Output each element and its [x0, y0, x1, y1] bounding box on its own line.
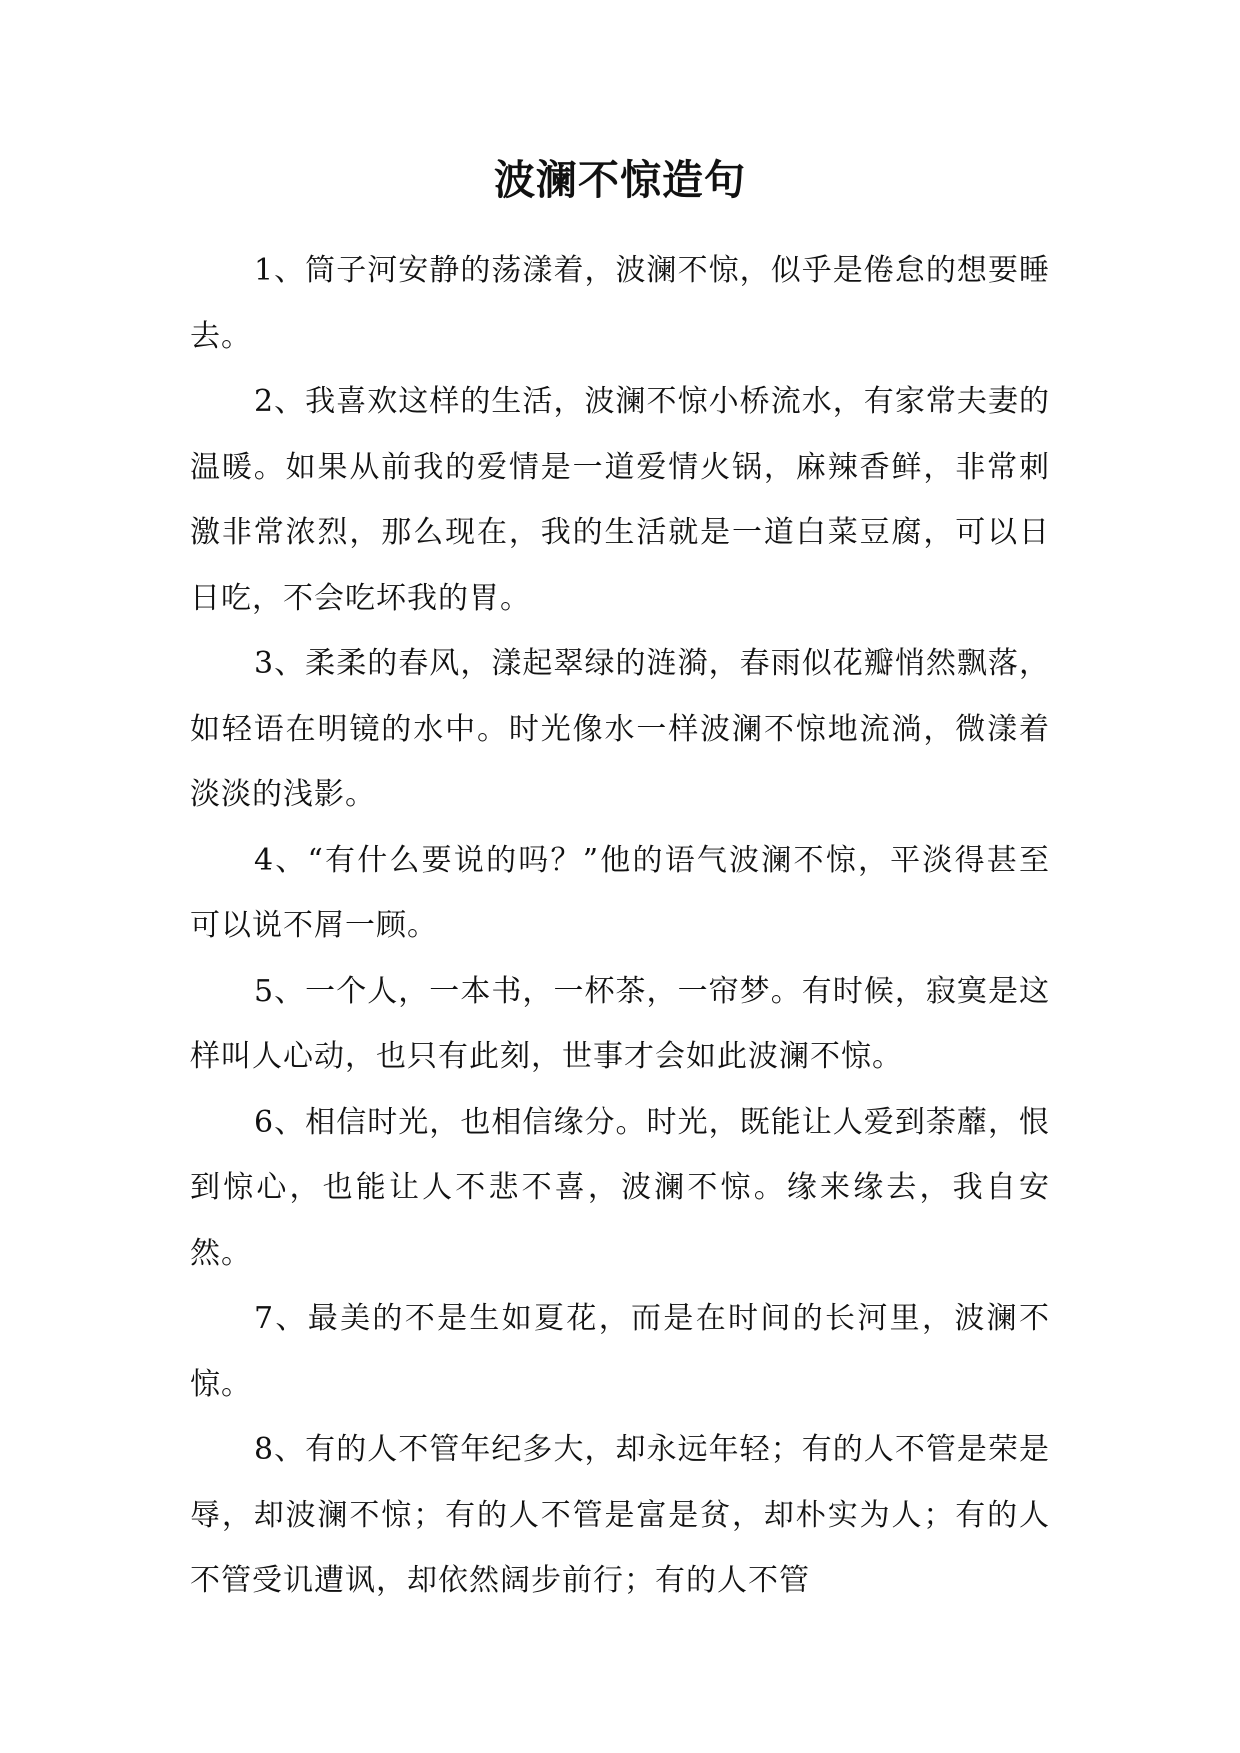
document-body — [190, 238, 1050, 1614]
document-title: 波澜不惊造句 — [494, 156, 746, 204]
paragraph-3: 3、柔柔的春风，漾起翠绿的涟漪，春雨似花瓣悄然飘落，如轻语在明镜的水中。时光像水一样波澜不惊地流淌，微漾着淡淡的浅影。 — [190, 646, 1050, 812]
paragraph-6: 6、相信时光，也相信缘分。时光，既能让人爱到荼蘼，恨到惊心，也能让人不悲不喜，波澜不惊。缘来缘去，我自安然。 — [190, 1104, 1050, 1271]
paragraph-1: 1、筒子河安静的荡漾着，波澜不惊，似乎是倦怠的想要睡去。 — [190, 253, 1050, 354]
paragraph-7: 7、最美的不是生如夏花，而是在时间的长河里，波澜不惊。 — [190, 1301, 1050, 1402]
paragraph-4: 4、“有什么要说的吗？”他的语气波澜不惊，平淡得甚至可以说不屑一顾。 — [190, 842, 1050, 943]
paragraph-2: 2、我喜欢这样的生活，波澜不惊小桥流水，有家常夫妻的温暖。如果从前我的爱情是一道爱情火锅，麻辣香鲜，非常刺激非常浓烈，那么现在，我的生活就是一道白菜豆腐，可以日日吃，不会吃坏我的胃。 — [190, 384, 1050, 616]
paragraph-8: 8、有的人不管年纪多大，却永远年轻；有的人不管是荣是辱，却波澜不惊；有的人不管是富是贫，却朴实为人；有的人不管受讥遭讽，却依然阔步前行；有的人不管 — [190, 1432, 1050, 1598]
paragraph-5: 5、一个人，一本书，一杯茶，一帘梦。有时候，寂寞是这样叫人心动，也只有此刻，世事才会如此波澜不惊。 — [190, 973, 1050, 1074]
